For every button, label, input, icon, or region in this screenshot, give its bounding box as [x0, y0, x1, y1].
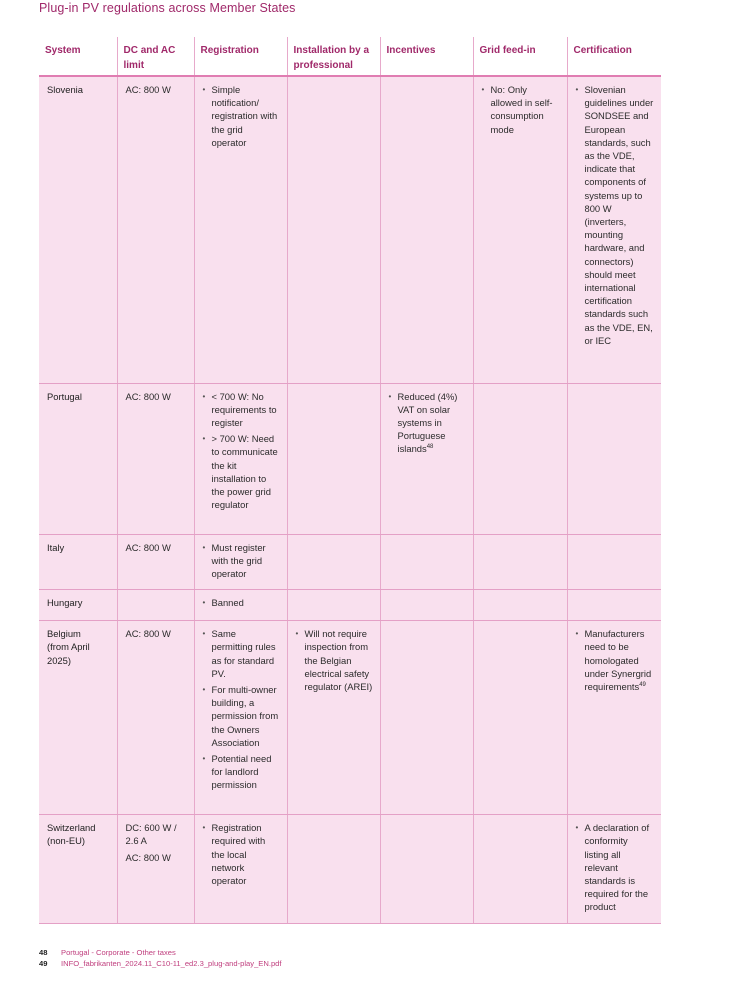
- bullet-item: [576, 83, 655, 347]
- bullet-item: [203, 683, 280, 749]
- bullet-text: Simple notification/ registration with the grid operator: [211, 84, 278, 148]
- cell-installation: [287, 815, 380, 923]
- bullet-item: [203, 596, 280, 609]
- bullet-text: Manufacturers need to be homologated under Synergrid requirements: [584, 628, 652, 692]
- bullet-list: [482, 83, 560, 136]
- bullet-list: [203, 541, 280, 581]
- limit-value: AC: 800 W: [125, 541, 171, 553]
- bullet-item: [296, 627, 373, 693]
- bullet-text: Registration required with the local network operator: [211, 822, 266, 886]
- table-row: [39, 621, 661, 815]
- bullet-item: [203, 432, 280, 511]
- bullet-list: [576, 627, 655, 693]
- cell-certification: [567, 534, 661, 590]
- bullet-text: No: Only allowed in self-consumption mode: [490, 84, 553, 135]
- limit-value: AC: 800 W: [125, 851, 171, 863]
- system-name: Switzerland: [47, 822, 96, 834]
- footnote-number: 48: [39, 948, 48, 957]
- cell-grid-feed-in: [473, 383, 567, 534]
- cell-system: [39, 76, 117, 383]
- cell-certification: [567, 76, 661, 383]
- cell-registration: [194, 815, 287, 923]
- column-header-incentives: Incentives: [380, 37, 473, 76]
- cell-registration: [194, 383, 287, 534]
- table-row: [39, 383, 661, 534]
- cell-limit: [117, 621, 194, 815]
- page-title: Plug-in PV regulations across Member States: [39, 1, 296, 15]
- bullet-text: Banned: [211, 597, 244, 609]
- limit-value: DC: 600 W / 2.6 A: [125, 822, 177, 847]
- column-header-limit: DC and AC limit: [117, 37, 194, 76]
- bullet-list: [296, 627, 373, 693]
- bullet-list: [389, 390, 466, 456]
- cell-registration: [194, 534, 287, 590]
- bullet-list: [203, 627, 280, 791]
- bullet-item: [203, 821, 280, 887]
- bullet-item: [576, 821, 655, 913]
- cell-system: [39, 621, 117, 815]
- column-header-registration: Registration: [194, 37, 287, 76]
- column-header-system: System: [39, 37, 117, 76]
- column-header-certification: Certification: [567, 37, 661, 76]
- cell-registration: [194, 76, 287, 383]
- cell-incentives: [380, 815, 473, 923]
- footnote: [39, 947, 282, 958]
- system-name: (from April 2025): [47, 641, 90, 666]
- footnote: [39, 958, 282, 969]
- bullet-text: Same permitting rules as for standard PV.: [211, 628, 276, 679]
- bullet-item: [203, 541, 280, 581]
- cell-limit: [117, 590, 194, 621]
- bullet-text: For multi-owner building, a permission from the Owners Association: [211, 683, 279, 748]
- footnote-number: 49: [39, 959, 48, 968]
- cell-installation: [287, 590, 380, 621]
- system-name: Italy: [47, 541, 65, 553]
- footnote-ref: 49: [639, 681, 646, 688]
- bullet-text: Must register with the grid operator: [211, 541, 266, 579]
- system-name: Slovenia: [47, 84, 83, 95]
- cell-limit: [117, 76, 194, 383]
- regulations-table: [39, 37, 661, 924]
- cell-system: [39, 815, 117, 923]
- table-row: [39, 815, 661, 923]
- cell-registration: [194, 590, 287, 621]
- cell-installation: [287, 383, 380, 534]
- cell-system: [39, 534, 117, 590]
- bullet-item: [203, 752, 280, 792]
- system-name: (non-EU): [47, 835, 86, 847]
- bullet-list: [203, 390, 280, 512]
- cell-incentives: [380, 76, 473, 383]
- cell-installation: [287, 621, 380, 815]
- cell-installation: [287, 534, 380, 590]
- bullet-text: > 700 W: Need to communicate the kit installation to the power grid regulator: [211, 433, 278, 511]
- bullet-item: [389, 390, 466, 456]
- column-header-grid-feed-in: Grid feed-in: [473, 37, 567, 76]
- cell-grid-feed-in: [473, 590, 567, 621]
- bullet-item: [482, 83, 560, 136]
- bullet-list: [203, 83, 280, 149]
- bullet-list: [203, 596, 280, 609]
- bullet-item: [203, 83, 280, 149]
- bullet-list: [576, 83, 655, 347]
- cell-incentives: [380, 383, 473, 534]
- bullet-text: Reduced (4%) VAT on solar systems in Portuguese islands: [397, 390, 458, 455]
- system-name: Portugal: [47, 390, 82, 402]
- cell-system: [39, 383, 117, 534]
- limit-value: AC: 800 W: [125, 84, 171, 95]
- footnote-text: INFO_fabrikanten_2024.11_C10-11_ed2.3_plug-and-play_EN.pdf: [61, 959, 282, 968]
- cell-certification: [567, 621, 661, 815]
- table-row: [39, 534, 661, 590]
- bullet-item: [576, 627, 655, 693]
- footnotes: [39, 947, 282, 969]
- cell-incentives: [380, 534, 473, 590]
- system-name: Hungary: [47, 597, 83, 609]
- column-header-installation: Installation by a professional: [287, 37, 380, 76]
- bullet-list: [203, 821, 280, 887]
- cell-certification: [567, 815, 661, 923]
- bullet-text: Will not require inspection from the Belgian electrical safety regulator (AREI): [304, 628, 373, 692]
- cell-limit: [117, 534, 194, 590]
- cell-grid-feed-in: [473, 621, 567, 815]
- bullet-text: < 700 W: No requirements to register: [211, 390, 277, 428]
- cell-grid-feed-in: [473, 76, 567, 383]
- bullet-text: A declaration of conformity listing all relevant standards is required for the product: [584, 822, 650, 913]
- cell-incentives: [380, 590, 473, 621]
- cell-installation: [287, 76, 380, 383]
- cell-limit: [117, 815, 194, 923]
- cell-grid-feed-in: [473, 534, 567, 590]
- cell-certification: [567, 383, 661, 534]
- cell-system: [39, 590, 117, 621]
- cell-limit: [117, 383, 194, 534]
- cell-incentives: [380, 621, 473, 815]
- footnote-ref: 48: [426, 444, 434, 451]
- bullet-list: [576, 821, 655, 913]
- bullet-text: Potential need for landlord permission: [211, 752, 272, 791]
- table-row: [39, 76, 661, 383]
- bullet-item: [203, 390, 280, 430]
- limit-value: AC: 800 W: [125, 390, 171, 402]
- limit-value: AC: 800 W: [125, 628, 171, 640]
- cell-registration: [194, 621, 287, 815]
- footnote-text: Portugal - Corporate - Other taxes: [61, 948, 176, 957]
- cell-certification: [567, 590, 661, 621]
- cell-grid-feed-in: [473, 815, 567, 923]
- table-row: [39, 590, 661, 621]
- header-row: [39, 37, 661, 76]
- bullet-text: Slovenian guidelines under SONDSEE and European standards, such as the VDE, indicate that components of systems up to 800 W (inverters, mounting hardware, and connectors) should meet international certification standards such as the VDE, EN, or IEC: [584, 84, 654, 346]
- system-name: Belgium: [47, 628, 81, 640]
- bullet-item: [203, 627, 280, 680]
